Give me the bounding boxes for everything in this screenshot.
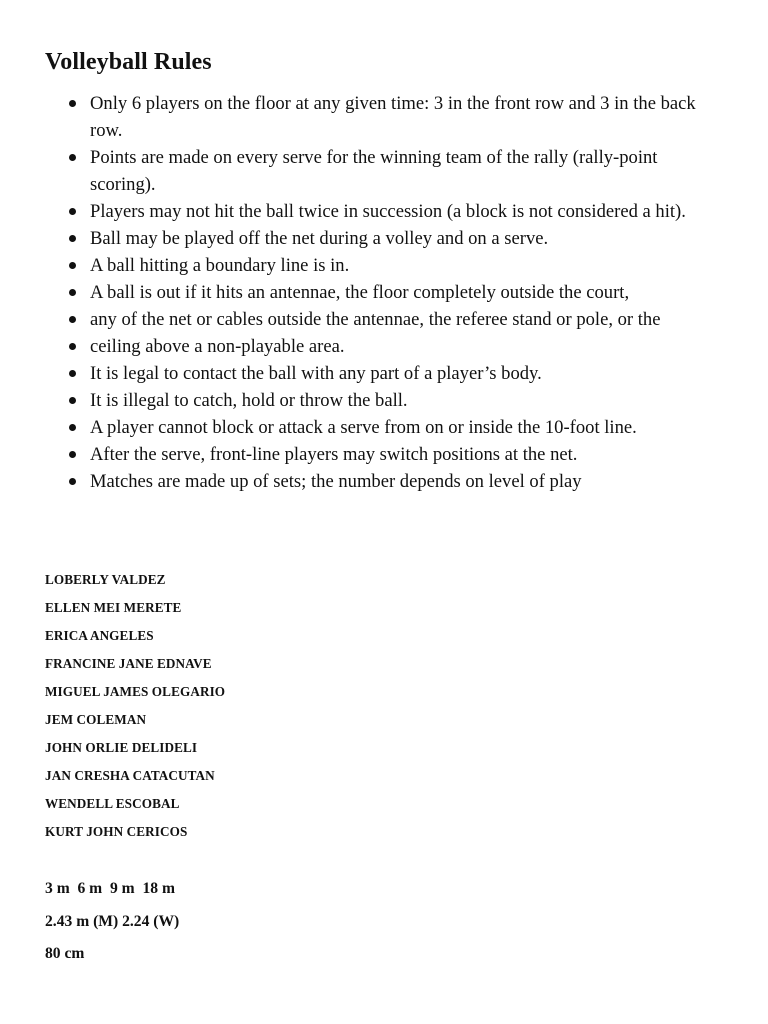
member-name: LOBERLY VALDEZ — [45, 572, 166, 587]
bullet-icon — [69, 235, 76, 242]
bullet-icon — [69, 100, 76, 107]
bullet-icon — [69, 208, 76, 215]
bullet-icon — [69, 397, 76, 404]
member-name: ELLEN MEI MERETE — [45, 600, 182, 615]
bullet-icon — [69, 424, 76, 431]
rule-text: A ball hitting a boundary line is in. — [90, 255, 350, 276]
rule-text: Ball may be played off the net during a volley and on a serve. — [90, 228, 549, 249]
bullet-icon — [69, 289, 76, 296]
member-name: MIGUEL JAMES OLEGARIO — [45, 684, 226, 699]
rule-item — [45, 225, 725, 252]
rule-text: any of the net or cables outside the antennae, the referee stand or pole, or the — [90, 309, 661, 330]
bullet-icon — [69, 154, 76, 161]
member-name: WENDELL ESCOBAL — [45, 796, 180, 811]
rule-item — [45, 279, 725, 306]
court-dimensions-text: 3 m 6 m 9 m 18 m — [45, 880, 175, 897]
rule-item — [45, 90, 725, 144]
rule-item — [45, 468, 725, 495]
rule-item — [45, 387, 725, 414]
rule-text: A player cannot block or attack a serve from on or inside the 10-foot line. — [90, 417, 637, 438]
rule-text: ceiling above a non-playable area. — [90, 336, 345, 357]
bullet-icon — [69, 478, 76, 485]
rule-item — [45, 441, 725, 468]
bullet-icon — [69, 343, 76, 350]
member-names-list — [45, 566, 225, 846]
bullet-icon — [69, 451, 76, 458]
rule-text: Only 6 players on the floor at any given time: 3 in the front row and 3 in the back row. — [90, 93, 696, 141]
rule-text: After the serve, front-line players may switch positions at the net. — [90, 444, 578, 465]
rule-text: A ball is out if it hits an antennae, the floor completely outside the court, — [90, 282, 630, 303]
rule-item — [45, 360, 725, 387]
member-name: FRANCINE JANE EDNAVE — [45, 656, 212, 671]
document-title: Volleyball Rules — [45, 49, 212, 75]
bullet-icon — [69, 370, 76, 377]
rule-item — [45, 306, 725, 333]
rules-list — [45, 90, 725, 495]
rule-item — [45, 144, 725, 198]
rule-item — [45, 414, 725, 441]
member-name: KURT JOHN CERICOS — [45, 824, 188, 839]
member-name: JEM COLEMAN — [45, 712, 147, 727]
rule-text: Matches are made up of sets; the number depends on level of play — [90, 471, 582, 492]
bullet-icon — [69, 316, 76, 323]
rule-text: It is illegal to catch, hold or throw the ball. — [90, 390, 408, 411]
member-name: JOHN ORLIE DELIDELI — [45, 740, 198, 755]
rule-text: Points are made on every serve for the winning team of the rally (rally-point scoring). — [90, 147, 658, 195]
rule-item — [45, 333, 725, 360]
measurements-list — [45, 873, 179, 971]
bullet-icon — [69, 262, 76, 269]
measurement-text: 80 cm — [45, 945, 85, 962]
member-name: JAN CRESHA CATACUTAN — [45, 768, 215, 783]
rule-item — [45, 252, 725, 279]
net-height-text: 2.43 m (M) 2.24 (W) — [45, 912, 180, 930]
rule-item — [45, 198, 725, 225]
member-name: ERICA ANGELES — [45, 628, 154, 643]
rule-text: It is legal to contact the ball with any part of a player’s body. — [90, 363, 542, 384]
rule-text: Players may not hit the ball twice in succession (a block is not considered a hit). — [90, 201, 686, 222]
